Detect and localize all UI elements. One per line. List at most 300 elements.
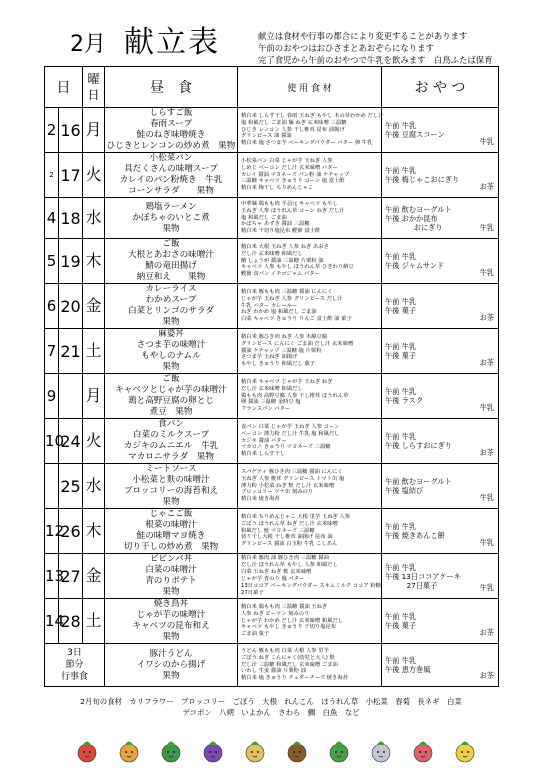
ingredient-line: グリンピース 醤油 白玉粉 牛乳 こしあん [241, 541, 338, 548]
menu-item: さつま芋の味噌汁 [136, 340, 206, 350]
snack-drink: お茶 [479, 358, 494, 367]
menu-item: 果物 [162, 317, 180, 327]
date-cell: 2 [45, 153, 59, 198]
ingredient-line: 精白米 豚ひき肉 ねぎ 人参 木綿豆腐 [241, 333, 328, 340]
snack-line: 午後 ジャムサンド [385, 261, 445, 270]
ingredients-cell [238, 329, 382, 374]
ingredient-line: 精白米 鶏もも肉 三温糖 醤油 玉ねぎ [241, 603, 328, 610]
snack-line: 27日菓子 [385, 580, 438, 590]
ingredient-line: グリンピース にんにく ごま油 だし汁 玄米味噌 [241, 340, 354, 347]
menu-cell [105, 198, 238, 239]
ingredient-line: じゃが芋 青のり 塩 バター [241, 576, 305, 582]
snack-line: 午後 13日ココアケーキ [385, 571, 461, 581]
table-row [45, 329, 499, 374]
menu-item: 果物 [162, 670, 180, 681]
snack-drink: お茶 [479, 628, 494, 637]
menu-item: コーンサラダ 果物 [128, 186, 214, 196]
ingredient-line: グリンピース 油 醤油 [241, 133, 292, 140]
date-cell: 7 [45, 329, 59, 374]
ingredient-line: 精白米 塩 さつま芋 ベーキングパウダー バター 卵 牛乳 [241, 140, 373, 147]
ingredient-line: カレイ 醤油 マヨネーズ パン粉 油 ケチャップ [241, 171, 350, 178]
menu-table [44, 66, 499, 687]
snack-line: 午前 飲むヨーグルト [385, 204, 452, 214]
fruit-character-icon [162, 742, 180, 763]
snack-cell [382, 239, 499, 284]
snack-drink: お茶 [479, 671, 494, 680]
table-row [45, 419, 499, 464]
day-number-cell [83, 198, 105, 239]
seasonal-foods [44, 696, 498, 718]
date-cell: 14 [45, 599, 59, 644]
snack-line: 午前 飲むヨーグルト [385, 477, 452, 486]
menu-item: じゃが芋の味噌汁 [136, 610, 206, 620]
menu-item: ご飯 [162, 374, 180, 384]
menu-cell [105, 419, 238, 464]
day-of-month: 28 [60, 611, 81, 631]
snack-line: 午後 菓子 [385, 351, 417, 360]
ingredient-line: マカロニ きゅうり マヨネーズ 三温糖 [241, 444, 331, 451]
snack-line: おにぎり [385, 222, 443, 232]
vegetable-character-icon [120, 742, 138, 763]
menu-item: ひじきとレンコンの炒め煮 果物 [106, 141, 236, 151]
ingredient-line: 精白米 しらす干し 春雨 玉ねぎ もやし 木の芽わかめ だし汁 [241, 112, 384, 119]
menu-item: 鮭のねぎ味噌焼き [136, 130, 206, 140]
ingredient-line: 小松菜パン 白菜 じゃが芋 玉ねぎ 人参 [241, 157, 333, 164]
weekday-label: 火 [85, 165, 102, 184]
snack-drink: 牛乳 [479, 403, 494, 412]
ingredient-line: いわし 生姜 醤油 片栗粉 油 [241, 668, 307, 675]
ingredient-line: 人参 ねぎ ピーマン 刻みのり [241, 610, 310, 617]
note-line: 午前のおやつはおひさまとあおぞらになります [258, 43, 434, 53]
menu-item: ブロッコリーの海苔和え [123, 486, 219, 496]
day-of-month: 16 [60, 120, 81, 140]
vegetable-character-icon [372, 742, 390, 763]
day-of-month: 24 [60, 431, 81, 451]
day-of-month-cell [59, 198, 83, 239]
day-of-month-cell [59, 554, 83, 599]
day-of-month: 17 [60, 165, 81, 185]
date-cell: 10 [45, 419, 59, 464]
ingredient-line: 精白米 干切り塩昆布 鰹節 富士酢 [241, 228, 321, 235]
ingredient-line: 精白米 しらす干し [241, 451, 286, 458]
menu-item: 春雨スープ [149, 119, 193, 129]
date-cell: 13 [45, 554, 59, 599]
day-of-month: 21 [60, 341, 81, 361]
snack-cell [382, 509, 499, 554]
ingredient-line: だし汁 三温糖 和風だし 玄米味噌 ごま油 [241, 661, 338, 668]
menu-item: 焼き鳥丼 [153, 599, 189, 609]
ingredient-line: ごぼう ほうれん草 ねぎ だし汁 玄米味噌 [241, 520, 338, 527]
ingredient-line: ねぎ わかめ 塩 和風だし ごま油 [241, 309, 317, 316]
day-of-month-cell [59, 374, 83, 419]
snack-drink: 牛乳 [479, 223, 494, 232]
menu-body [45, 108, 499, 687]
table-row [45, 198, 499, 239]
weekday-label: 金 [85, 296, 102, 315]
menu-cell [105, 464, 238, 509]
table-row [45, 374, 499, 419]
day-of-month: 18 [60, 208, 81, 228]
menu-item: 小松菜パン [149, 153, 193, 163]
ingredient-line: 塩 和風だし ごま油 麺 ねぎ 玄米味噌 三温糖 [241, 119, 347, 126]
menu-cell [105, 153, 238, 198]
date-cell: 6 [45, 284, 59, 329]
snack-line: 午前 牛乳 [385, 522, 417, 531]
menu-item: わかめスープ [145, 295, 197, 305]
menu-item: 果物 [162, 497, 180, 507]
menu-item: 大根とあおさの味噌汁 [128, 250, 214, 260]
menu-cell [105, 108, 238, 153]
snack-line: 午後 恵方巻風 [385, 665, 431, 674]
ingredient-line: 鯖 しょうが 醤油 三温糖 片栗粉 油 [241, 257, 324, 264]
event-row [45, 644, 499, 687]
day-number-cell [83, 374, 105, 419]
day-number-cell [83, 108, 105, 153]
snack-drink: お茶 [479, 182, 494, 191]
ingredient-line: キャベツ 人参 もやし ほうれん草 ひきわり納豆 [241, 264, 354, 271]
menu-item: 鯖の竜田揚げ [145, 261, 197, 271]
ingredient-line: 卵 醤油 三温糖 金時豆 塩 [241, 399, 301, 406]
ingredient-line: しめじ ベーコン だし汁 玄米味噌 バター [241, 164, 338, 171]
ingredients-cell [238, 374, 382, 419]
menu-item: キャベツとじゃが芋の味噌汁 [115, 385, 227, 395]
ingredient-line: 玉ねぎ 人参 ほうれん草 コーン ねぎ だし汁 [241, 207, 345, 214]
ingredient-line: ひじき レンコン 人参 干し椎茸 昆布 油揚げ [241, 126, 345, 133]
weekday-label: 土 [85, 341, 102, 360]
menu-cell [105, 644, 238, 687]
day-number-cell [83, 599, 105, 644]
table-row [45, 284, 499, 329]
snack-drink: 牛乳 [479, 583, 494, 592]
snack-line: 午前 牛乳 [385, 432, 417, 441]
date-cell: 5 [45, 239, 59, 284]
snack-cell [382, 329, 499, 374]
ingredient-line: 精白米 豚もも肉 三温糖 醤油 にんにく [241, 288, 333, 295]
menu-item: ビビンバ丼 [149, 554, 193, 564]
event-label-line: 節分 [65, 660, 84, 670]
menu-item: カレーライス [145, 284, 197, 294]
menu-item: 納豆和え 果物 [136, 272, 206, 282]
day-of-month-cell [59, 464, 83, 509]
menu-item: キャベツの昆布和え [132, 621, 210, 631]
menu-item: 豚汁うどん [149, 648, 193, 659]
day-number-cell [83, 239, 105, 284]
ingredient-line: じゃが芋 わかめ だし汁 玄米味噌 和風だし [241, 617, 344, 624]
ingredients-cell [238, 239, 382, 284]
ingredients-cell [238, 419, 382, 464]
menu-cell [105, 284, 238, 329]
ingredient-line: 薄力粉 小松菜 ねぎ 麩 だし汁 玄米味噌 [241, 482, 335, 489]
day-number-cell [83, 329, 105, 374]
note-line: 完了食児から午前のおやつで牛乳を飲みます 白鳥ふたば保育 [258, 55, 493, 65]
ingredient-line: うどん 豚もも肉 白菜 大根 人参 里芋 [241, 647, 329, 654]
ingredient-line: キャベツ もやし きゅうり 干切り塩昆布 [241, 624, 337, 631]
column-header-ingredients: 使 用 食 材 [238, 67, 382, 108]
table-row [45, 239, 499, 284]
snack-line: 午後 豆腐スコーン [385, 130, 445, 139]
snack-line: 午後 菓子 [385, 306, 417, 315]
snack-drink: 牛乳 [479, 538, 494, 547]
snack-line: 午前 牛乳 [385, 121, 417, 130]
snack-cell [382, 198, 499, 239]
note-line: 献立は食材や行事の都合により変更することがあります [258, 31, 468, 41]
menu-item: 白菜の味噌汁 [145, 565, 197, 575]
ingredient-line: 精白米 豚肉 油 豚ひき肉 三温糖 醤油 [241, 555, 329, 562]
snack-cell [382, 464, 499, 509]
weekday-label: 月 [85, 120, 102, 139]
snack-cell [382, 374, 499, 419]
snack-line: 午前 牛乳 [385, 166, 417, 175]
ingredient-line: 精白米 梅干し ちりめんじゃこ [241, 185, 314, 192]
page-title: 献立表 [124, 25, 220, 60]
snack-line: 午後 ラスク [385, 396, 424, 405]
menu-item: 小松菜と麩の味噌汁 [132, 475, 210, 485]
ingredient-line: 和風だし 鮭 マヨネーズ 三温糖 [241, 527, 315, 534]
snack-drink: 牛乳 [479, 137, 494, 146]
menu-item: かぼちゃのいとこ煮 [132, 212, 210, 223]
weekday-label: 金 [85, 566, 102, 585]
weekday-label: 水 [85, 208, 102, 227]
weekday-label: 月 [85, 386, 102, 405]
day-number-cell [83, 153, 105, 198]
day-number-cell [83, 464, 105, 509]
menu-item: 果物 [162, 223, 180, 234]
menu-item: カレイのパン粉焼き 牛乳 [119, 175, 223, 185]
seasonal-line: デコポン 八朔 いよかん さわら 鯛 白魚 など [182, 708, 360, 717]
ingredients-cell [238, 599, 382, 644]
weekday-label: 木 [85, 251, 102, 270]
ingredient-line: かぼちゃ あずき 醤油 三温糖 [241, 221, 310, 228]
date-cell: 4 [45, 198, 59, 239]
ingredient-line: 鰹節 食パン イチゴジャム バター [241, 271, 320, 278]
snack-drink: 牛乳 [479, 268, 494, 277]
header [0, 0, 543, 68]
snack-line: 午後 菓子 [385, 621, 417, 630]
day-number-cell [83, 284, 105, 329]
ingredient-line: 牛乳 バター カレールー [241, 302, 298, 309]
ingredient-line: 塩 和風だし ごま油 [241, 214, 287, 221]
menu-item: マカロニサラダ 果物 [128, 452, 214, 462]
snack-drink: お茶 [479, 448, 494, 457]
snack-line: 午後 塩結び [385, 486, 424, 495]
ingredient-line: 精白米 焼き海苔 [241, 496, 280, 503]
menu-item: ミートソース [145, 464, 197, 474]
ingredient-line: だし汁 玄米味噌 和風だし [241, 250, 303, 257]
snack-line: 午前 牛乳 [385, 656, 417, 665]
menu-cell [105, 329, 238, 374]
column-header-date: 日 [45, 67, 83, 108]
snack-line: 午後 おかか昆布 [385, 213, 438, 223]
day-of-month-cell [59, 153, 83, 198]
date-cell [45, 464, 59, 509]
menu-item: 白菜とリンゴのサラダ [128, 306, 214, 316]
vegetable-decoration [66, 738, 486, 764]
ingredient-line: スパゲティ 豚ひき肉 三温糖 醤油 にんにく [241, 468, 343, 475]
ingredient-line: 中華麺 鶏もも肉 手羽元 キャベツ もやし [241, 200, 338, 207]
day-of-month-cell [59, 239, 83, 284]
header-notes [258, 30, 493, 66]
menu-item: カジキのムニエル 牛乳 [123, 441, 219, 451]
ingredient-line: 食パン 白菜 じゃが芋 玉ねぎ 人参 コーン [241, 423, 340, 430]
day-of-month-cell [59, 599, 83, 644]
table-row [45, 108, 499, 153]
menu-item: しらすご飯 [149, 108, 193, 118]
column-header-snack: お や つ [382, 67, 499, 108]
date-cell: 2 [45, 108, 59, 153]
menu-item: 果物 [162, 632, 180, 642]
day-of-month-cell [59, 329, 83, 374]
ingredient-line: 精白米 大根 玉ねぎ 人参 ねぎ あおさ [241, 243, 329, 250]
vegetable-character-icon [456, 742, 474, 763]
event-label-line: 行事食 [60, 672, 88, 682]
menu-item: 食パン [158, 419, 184, 429]
fruit-character-icon [330, 742, 348, 763]
snack-line: 午前 牛乳 [385, 562, 417, 572]
fruit-character-icon [414, 742, 432, 763]
menu-item: 白菜のミルクスープ [132, 430, 210, 440]
ingredient-line: もやし きゅうり 和風だし 菓子 [241, 361, 315, 368]
ingredient-line: 13日ココア ベーキングパウダー スキムミルク ココア 粉糖 [241, 582, 381, 589]
ingredients-cell [238, 153, 382, 198]
column-header-day: 曜日 [83, 67, 105, 108]
snack-line: 午後 焼きあんこ餅 [385, 531, 445, 540]
weekday-label: 火 [85, 431, 102, 450]
menu-cell [105, 374, 238, 419]
snack-cell [382, 108, 499, 153]
snack-cell [382, 284, 499, 329]
ingredient-line: さつま芋 玉ねぎ 油揚げ [241, 354, 298, 361]
ingredients-cell [238, 198, 382, 239]
ingredient-line: 三温糖 キャベツ きゅうり コーン 塩 富士酢 [241, 178, 345, 185]
ingredient-line: 醤油 ケチャップ 三温糖 塩 片栗粉 [241, 347, 322, 354]
day-of-month: 19 [60, 251, 81, 271]
weekday-label: 土 [85, 611, 102, 630]
ingredient-line: ごま油 菓子 [241, 631, 270, 638]
snack-line: 午前 牛乳 [385, 342, 417, 351]
day-number-cell [83, 509, 105, 554]
menu-item: 果物 [162, 362, 180, 372]
table-row [45, 509, 499, 554]
table-row [45, 153, 499, 198]
event-label-line: 3日 [67, 648, 82, 658]
snack-drink: 牛乳 [479, 493, 494, 502]
menu-item: 果物 [162, 587, 180, 597]
ingredients-cell [238, 464, 382, 509]
fruit-character-icon [246, 742, 264, 763]
day-of-month: 26 [60, 521, 81, 541]
day-number-cell [83, 419, 105, 464]
ingredient-line: だし汁 玄米味噌 和風だし [241, 385, 303, 392]
ingredient-line: ブロッコリー ツナ缶 刻みのり [241, 489, 314, 496]
menu-item: イワシのから揚げ [136, 659, 206, 670]
day-of-month-cell [59, 419, 83, 464]
snack-drink: お茶 [479, 313, 494, 322]
ingredients-cell [238, 284, 382, 329]
vegetable-characters-illustration [66, 738, 486, 764]
ingredient-line: じゃが芋 玉ねぎ 人参 グリンピース だし汁 [241, 295, 343, 302]
ingredient-line: ごぼう ねぎ こんにゃく(幼児と大人) 麩 [241, 654, 335, 661]
day-of-month-cell [59, 284, 83, 329]
title-month: 2月 [70, 32, 106, 57]
event-label-cell [45, 644, 105, 687]
ingredient-line: 精白米 ちりめんじゃこ 大根 里芋 玉ねぎ 人参 [241, 513, 351, 520]
menu-item: 青のりポテト [145, 576, 197, 586]
snack-cell [382, 599, 499, 644]
menu-item: 切り干しの炒め煮 果物 [123, 542, 219, 552]
ingredients-cell [238, 509, 382, 554]
ingredient-line: だし汁 ほうれん草 もやし 人参 和風だし [241, 562, 338, 569]
ingredient-line: フランスパン バター [241, 406, 291, 413]
snack-cell [382, 419, 499, 464]
menu-cell [105, 509, 238, 554]
menu-item: 麻婆丼 [158, 329, 184, 339]
ingredient-line: 玉ねぎ 人参 椎茸 グリンピース トマト缶 塩 [241, 475, 345, 482]
ingredients-cell [238, 644, 382, 687]
menu-cell [105, 599, 238, 644]
menu-item: 具だくさんの味噌スープ [124, 164, 218, 174]
menu-item: 煮豆 果物 [149, 407, 193, 417]
menu-item: ご飯 [162, 239, 180, 249]
fruit-character-icon [78, 742, 96, 763]
snack-line: 午前 牛乳 [385, 252, 417, 261]
menu-item: 根菜の味噌汁 [145, 520, 197, 530]
ingredient-line: カジキ 醤油 バター [241, 437, 287, 444]
weekday-label: 水 [85, 476, 102, 495]
ingredient-line: 白菜 キャベツ きゅうり りんご 富士酢 油 菓子 [241, 316, 352, 323]
menu-item: 鶏塩ラーメン [145, 201, 197, 212]
menu-item: 鶏と高野豆腐の卵とじ [128, 396, 214, 406]
menu-item: もやしのナムル [141, 351, 201, 361]
day-number-cell [83, 554, 105, 599]
menu-item: じゃこご飯 [149, 509, 193, 519]
snack-cell [382, 554, 499, 599]
menu-cell [105, 554, 238, 599]
ingredient-line: ベーコン 薄力粉 だし汁 牛乳 塩 和風だし [241, 430, 340, 437]
weekday-label: 木 [85, 521, 102, 540]
snack-cell [382, 153, 499, 198]
snack-line: 午前 牛乳 [385, 387, 417, 396]
day-of-month-cell [59, 509, 83, 554]
table-row [45, 554, 499, 599]
seasonal-line: 2月旬の食材 カリフラワー ブロッコリー ごぼう 大根 れんこん ほうれん草 小松菜 春菊 長ネギ 白菜 [80, 697, 462, 706]
snack-line: 午前 牛乳 [385, 297, 417, 306]
day-of-month: 27 [60, 566, 81, 586]
day-of-month: 25 [60, 476, 81, 496]
snack-line: 午後 しらすおにぎり [385, 441, 452, 450]
table-row [45, 464, 499, 509]
table-row [45, 599, 499, 644]
ingredient-line: 白菜 玉ねぎ ねぎ 麩 玄米味噌 [241, 569, 312, 576]
ingredient-line: 精白米 キャベツ じゃが芋 玉ねぎ ねぎ [241, 378, 333, 385]
snack-line: 午後 梅じゃこおにぎり [385, 175, 460, 184]
vegetable-character-icon [204, 742, 222, 763]
day-of-month-cell [59, 108, 83, 153]
ingredient-line: 切り干し大根 干し椎茸 油揚げ 昆布 油 [241, 534, 333, 541]
snack-cell [382, 644, 499, 687]
ingredient-line: 鶏もも肉 高野豆腐 人参 干し椎茸 ほうれん草 [241, 392, 349, 399]
ingredients-cell [238, 108, 382, 153]
date-cell: 9 [45, 374, 59, 419]
vegetable-character-icon [288, 742, 306, 763]
snack-line: 午前 牛乳 [385, 612, 417, 621]
ingredient-line: 精白米 塩 きゅうり チェダーチーズ 焼き海苔 [241, 675, 348, 682]
menu-item: 鮭の味噌マヨ焼き [136, 531, 206, 541]
column-header-menu: 昼 食 [105, 67, 238, 108]
menu-cell [105, 239, 238, 284]
day-of-month: 20 [60, 296, 81, 316]
ingredient-line: 27日菓子 [241, 589, 264, 596]
date-cell: 12 [45, 509, 59, 554]
